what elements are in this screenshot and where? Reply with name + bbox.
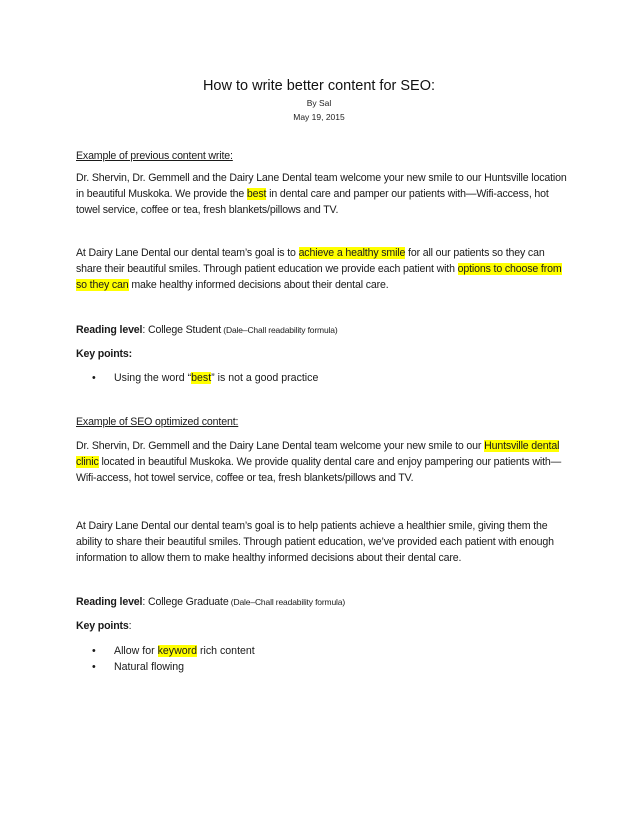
section2-paragraph-2: At Dairy Lane Dental our dental team’s goal is to help patients achieve a healthier smile, giving them the ability to share their beautiful smiles. Through patient education, we’ve provided each patient with enough information to allow them to make healthy informed decisions about their dental care. [76,520,554,564]
text: located in beautiful Muskoka. We provide quality dental care and enjoy pampering our patients with—Wifi-access, hot towel service, coffee or tea, fresh blankets/pillows and TV. [76,456,562,484]
text: rich content [197,645,255,657]
section1-bullet-1 [114,370,318,386]
highlight-options: options to choose from so they can [76,263,562,291]
section1-key-points-label: Key points: [76,348,133,360]
section2-key-points-label [76,618,571,634]
text: Dr. Shervin, Dr. Gemmell and the Dairy Lane Dental team welcome your new smile to our [76,440,485,452]
section2-paragraph-1 [76,438,571,486]
section2-heading [76,414,571,430]
section1-reading-level [76,322,571,338]
reading-level-note: (Dale–Chall readability formula) [228,597,346,607]
key-points-label: Key points [76,620,129,632]
byline: By Sal [306,98,332,108]
reading-level-label: Reading level [76,596,143,608]
bullet-icon: • [92,661,96,673]
text: ” is not a good practice [211,372,319,384]
section1-heading [76,148,571,164]
bullet-icon: • [92,372,96,384]
section2-bullet-2: Natural flowing [114,661,185,673]
text: Using the word “ [114,372,192,384]
text: At Dairy Lane Dental our dental team’s goal is to [76,247,299,259]
highlight-healthy-smile: achieve a healthy smile [298,247,406,259]
section1-paragraph-1 [76,170,571,218]
bullet-icon: • [92,645,96,657]
section1-heading-text: Example of previous content write: [76,150,233,162]
highlight-keyword: keyword [157,645,198,657]
key-points-colon: : [128,620,132,632]
text: Dr. Shervin, Dr. Gemmell and the Dairy Lane Dental team welcome your new smile to our Huntsville location in beautiful Muskoka. We provide the [76,172,567,200]
section2-heading-text: Example of SEO optimized content: [76,416,239,428]
section2-bullet-1 [114,643,255,659]
reading-level-note: (Dale–Chall readability formula) [221,325,338,335]
section1-paragraph-2 [76,245,571,293]
highlight-best: best [246,188,267,200]
highlight-huntsville-dental-clinic: Huntsville dental clinic [76,440,560,468]
text: make healthy informed decisions about their dental care. [128,279,389,291]
document-title: How to write better content for SEO: [202,78,436,94]
text: in dental care and pamper our patients with—Wifi-access, hot towel service, coffee or tea, fresh blankets/pillows and TV. [76,188,549,216]
text: for all our patients so they can share their beautiful smiles. Through patient education we provide each patient with [76,247,545,275]
text: Allow for [114,645,158,657]
date: May 19, 2015 [293,112,345,122]
section2-reading-level [76,594,571,610]
reading-level-value: : College Student [142,324,222,336]
reading-level-value: : College Graduate [142,596,229,608]
highlight-best: best [191,372,212,384]
reading-level-label: Reading level [76,324,143,336]
